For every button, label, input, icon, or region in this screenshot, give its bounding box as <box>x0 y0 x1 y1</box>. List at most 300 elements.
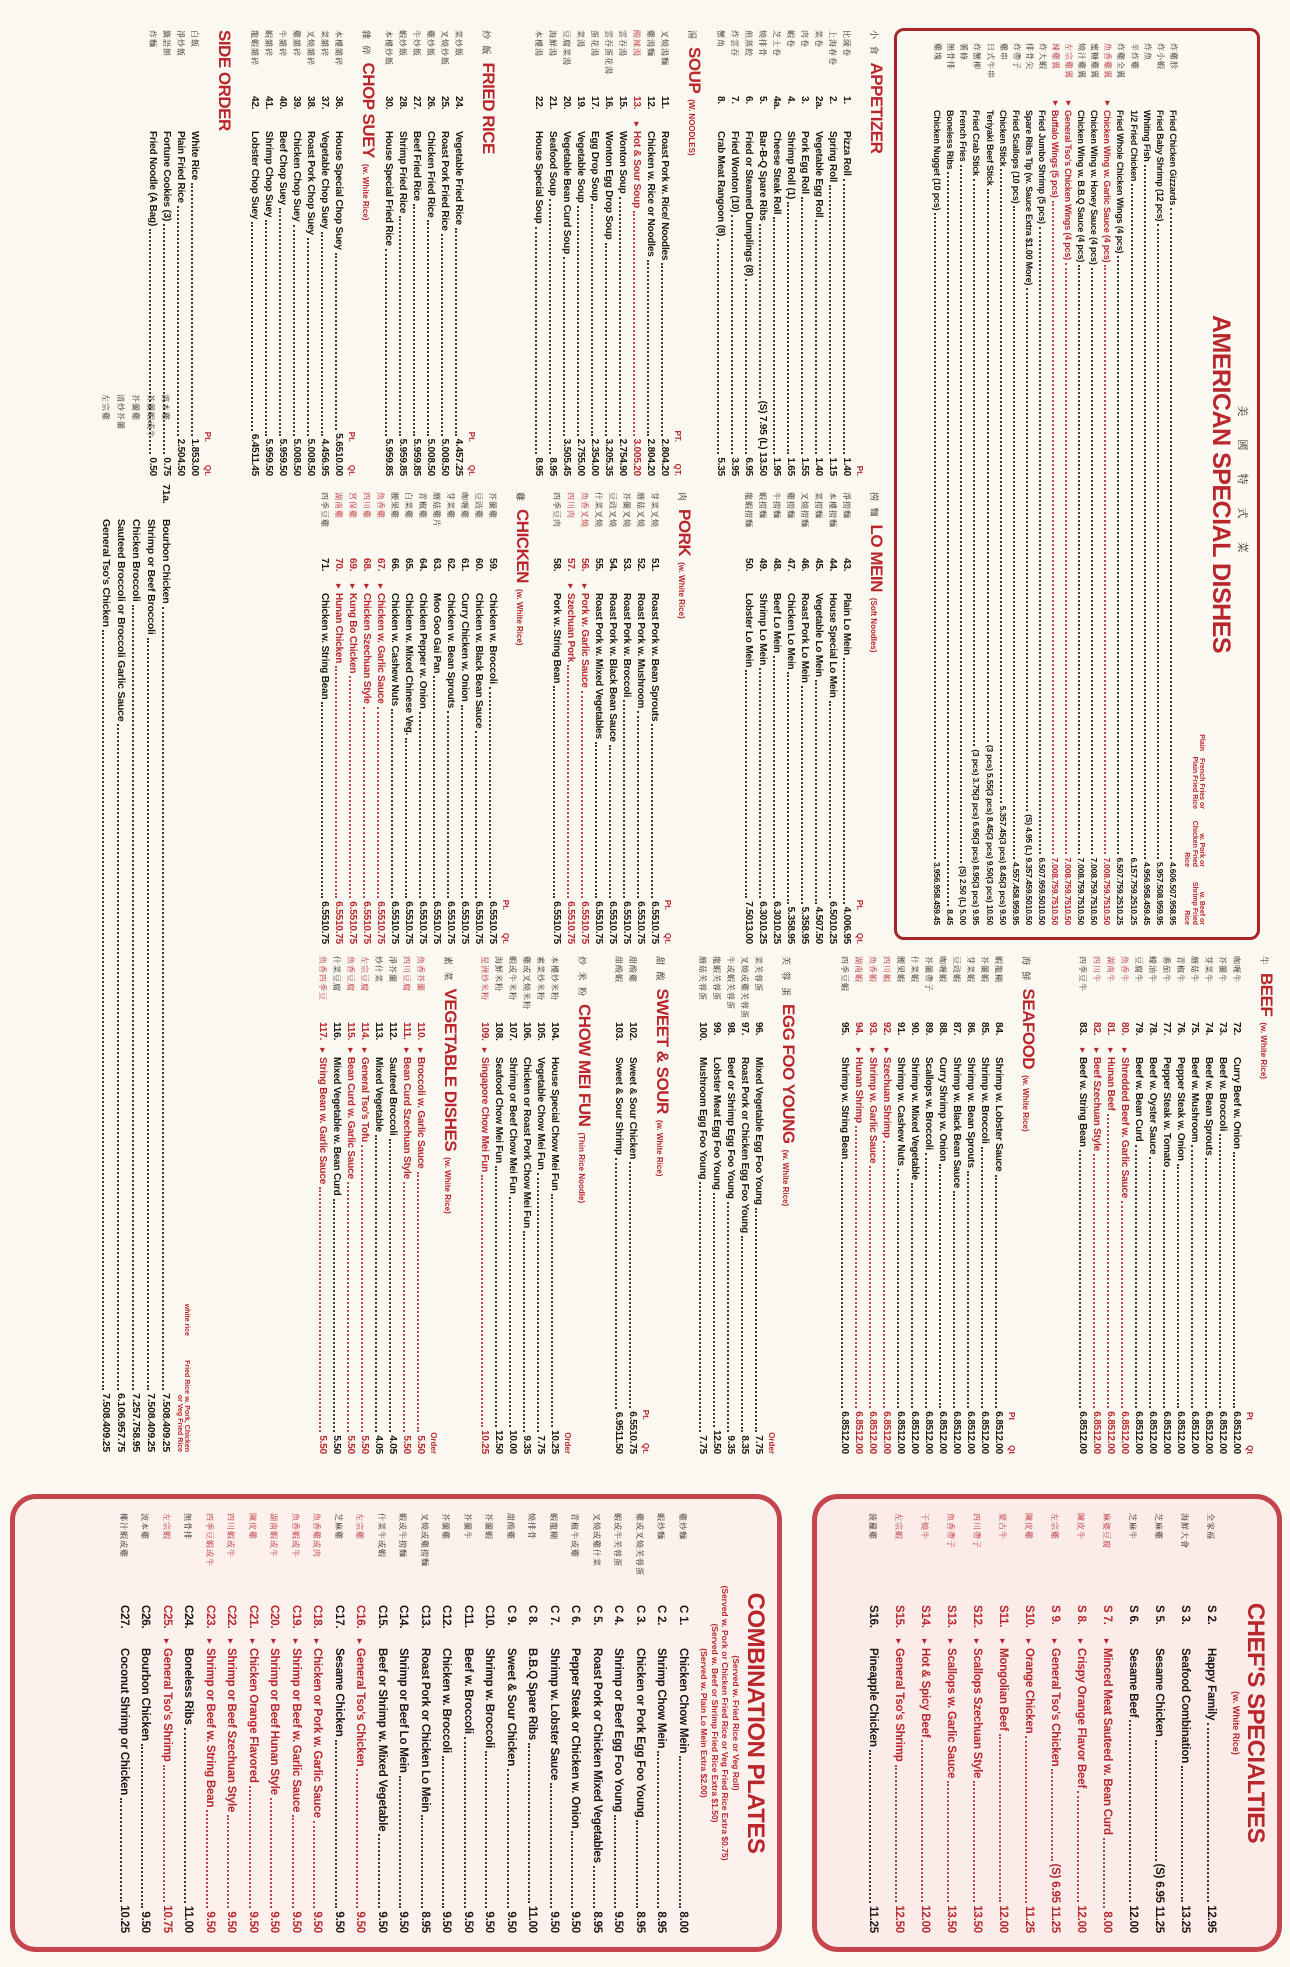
item-number: 2a. <box>813 96 824 110</box>
menu-item: 青椒牛 76. Pepper Steak w. Onion 6.8512.00 <box>1175 956 1186 1454</box>
menu-item: 蝦炒飯 28. Shrimp Fried Rice 5.959.85 <box>397 30 408 476</box>
item-name: Fried Wonton (10) <box>729 131 740 213</box>
price: 8.95 <box>547 457 558 476</box>
item-name: Crab Meat Rangoon (8) <box>715 131 726 237</box>
item-list <box>533 30 673 476</box>
price: (3 pcs) 9.95 <box>971 881 982 925</box>
pepper-icon: ▸ <box>868 1048 878 1053</box>
item-chinese: 左宗雞翼 <box>1064 43 1074 79</box>
menu-item <box>1024 43 1037 925</box>
price: 5.95 <box>1154 862 1165 878</box>
item-list <box>479 956 563 1454</box>
item-prices <box>932 862 942 925</box>
price: 10.75 <box>431 919 442 944</box>
menu-item: 星洲炒米粉 109. ▸ Singapore Chow Mei Fun 10.25 <box>479 956 490 1454</box>
price: 2.75 <box>575 438 586 458</box>
price: 9.35 <box>725 1435 736 1454</box>
item-prices <box>827 457 838 476</box>
item-chinese: 半炸雞 <box>1129 43 1139 70</box>
dot-leader <box>1013 206 1015 859</box>
price: 10.00 <box>333 451 344 476</box>
item-chinese: 菜卷 <box>814 30 823 48</box>
price: 7.50 <box>100 1393 113 1413</box>
price: 4.60 <box>1167 862 1178 878</box>
price: 5.50 <box>345 1435 356 1454</box>
menu-item: 叉燒或雞芙蓉蛋 97. Roast Pork or Chicken Egg Foo Young 8.35 <box>739 956 750 1454</box>
price: 9.50 <box>612 1911 625 1933</box>
menu-item: 雞或叉燒芙蓉蛋 C 3. Chicken or Pork Egg Foo Young 8.95 <box>634 1513 646 1933</box>
menu-item: 什菜蝦 90. Shrimp w. Mixed Vegetable 6.8512.00 <box>909 956 920 1454</box>
price: 10.75 <box>389 919 400 944</box>
menu-item <box>729 30 743 476</box>
price: 5.95 <box>411 438 422 458</box>
item-prices <box>1142 862 1152 925</box>
section-side-order: SIDE ORDER Pt. Qt. 白飯 White Rice 1.853.00 淨炒飯 Plain Fried Rice 2.504.50 籤語餅 Fortune Cookies (3) 0.75 炸麵 Fried Noodle (A Bag) 0.50 <box>147 30 234 476</box>
note-line: (Served w. Fried Rice or Veg Roll) <box>731 1655 741 1791</box>
price: 8.50 <box>305 457 316 476</box>
price: 12.00 <box>1127 1905 1139 1933</box>
price: 8.75 <box>1102 873 1113 889</box>
price: 6.85 <box>979 1411 990 1430</box>
price: 10.75 <box>459 919 470 944</box>
pepper-icon: ▸ <box>205 1639 215 1644</box>
price: 8.95 <box>1167 909 1178 925</box>
item-prices <box>743 457 754 476</box>
pepper-icon: ▸ <box>1050 1639 1060 1644</box>
price: 6.55 <box>459 901 470 920</box>
price: 2.75 <box>617 438 628 458</box>
price: 12.00 <box>979 1429 990 1454</box>
price: 6.10 <box>115 1393 128 1413</box>
price: 12.00 <box>1105 1429 1116 1454</box>
price: 10.75 <box>333 919 344 944</box>
price: 11.25 <box>1023 1905 1035 1933</box>
menu-item: 叉燒雜碎 38. Roast Pork Chop Suey 5.008.50 <box>305 30 316 476</box>
american-special-box <box>894 28 1260 940</box>
menu-item: 菜芙蓉蛋 96. Mixed Vegetable Egg Foo Young 7.75 <box>753 956 764 1454</box>
menu-item: 白飯 White Rice 1.853.00 <box>189 30 200 476</box>
price: 8.75 <box>1076 873 1087 889</box>
price: (3 pcs) 6.95 <box>971 793 982 838</box>
pepper-icon: ▸ <box>972 1639 982 1644</box>
price: 6.55 <box>347 901 358 920</box>
price: 9.75 <box>1063 888 1074 905</box>
menu-item <box>715 30 729 476</box>
price: 6.55 <box>445 901 456 920</box>
price: 10.75 <box>403 919 414 944</box>
item-chinese: 蜜糖雞翼 <box>1090 43 1100 79</box>
menu-item: 什菜豆腐 116. Mixed Vegetable w. Bean Curd 5.50 <box>331 956 342 1454</box>
menu-item <box>971 43 984 925</box>
price: 12.00 <box>923 1429 934 1454</box>
menu-item <box>799 30 813 476</box>
menu-item: 無骨排 C24. Boneless Ribs 11.00 <box>182 1513 195 1933</box>
price: 1.55 <box>799 457 810 476</box>
price: 5.50 <box>415 1435 426 1454</box>
price: 4.05 <box>373 1435 384 1454</box>
item-name: Whiting Fish <box>1141 110 1152 162</box>
price: 10.75 <box>473 919 484 944</box>
section-title: APPETIZER <box>867 62 886 154</box>
price: 9.50 <box>354 1911 367 1933</box>
item-chinese: 炸蟹柳 <box>972 43 982 70</box>
menu-item: 雞撈麵 47. Chicken Lo Mein 5.358.95 <box>785 492 796 944</box>
price: 6.55 <box>417 901 428 920</box>
item-chinese: 燒排骨 <box>758 30 767 57</box>
american-price-column-headers <box>1183 43 1205 925</box>
item-chinese: 炸雲吞 <box>730 30 739 57</box>
item-chinese: 燒汁雞翼 <box>1077 43 1087 79</box>
price: 7.75 <box>697 1435 708 1454</box>
menu-item: 青椒雞 64. Chicken Pepper w. Onion 6.5510.75 <box>417 492 428 944</box>
menu-item: 四川蝦或牛 C22. ▸ Shrimp or Beef Szechuan Style 9.50 <box>225 1513 238 1933</box>
price: 13.50 <box>971 1905 983 1933</box>
price: 6.55 <box>621 901 632 920</box>
item-prices <box>813 457 824 476</box>
item-prices <box>715 457 726 476</box>
price: 12.00 <box>1161 1429 1172 1454</box>
menu-item: 豆腐菜湯 20. Vegetable Bean Curd Soup 3.505.45 <box>561 30 572 476</box>
price: 12.00 <box>1147 1429 1158 1454</box>
menu-item: 芥蘭牛 73. Beef w. Broccoli 6.8512.00 <box>1217 956 1228 1454</box>
section-lo-mein: 撈 麵 LO MEIN (Soft Noodles) Pt. Qt. 淨撈麵 43. Plain Lo Mein 4.006.95 本樓撈麵 44. House Special Lo Mein 6.5010.25 菜撈麵 45. Vegetable Lo Mein 4.507.50 叉燒撈麵 46. Roast Pork Lo Mein 5.358.95 雞撈麵 47. Chicken Lo Mein 5.358.95 牛撈麵 48. Beef Lo Mein 6.3010.25 蝦撈麵 49. Shrimp Lo Mein 6.3010.25 龍蝦撈麵 50. Lobster Lo Mein 7.5013.00 <box>743 492 886 944</box>
menu-item: 叉燒或雞什菜 C 5. Roast Pork or Chicken Mixed Vegetables 8.95 <box>591 1513 603 1933</box>
price: 12.00 <box>1133 1429 1144 1454</box>
item-chinese: 雞塊 <box>933 43 943 61</box>
menu-item: 淨芥蘭 112. Sauteed Broccoli 4.05 <box>387 956 398 1454</box>
price: 8.00 <box>1101 1911 1113 1933</box>
price: 4.20 <box>659 457 670 476</box>
dot-leader <box>829 185 831 454</box>
price: 10.75 <box>635 919 646 944</box>
item-chinese: 芝士卷 <box>772 30 781 57</box>
menu-item: 左宗雞 C16. ▸ General Tso's Chicken 9.50 <box>354 1513 367 1933</box>
pepper-icon: ▸ <box>346 1048 356 1053</box>
price: 6.55 <box>487 901 498 920</box>
price: 6.95 <box>932 877 943 894</box>
price: 12.00 <box>997 1905 1009 1933</box>
item-name: Fried or Steamed Dumplings (8) <box>743 131 754 277</box>
menu-item: 魚香叉燒 56. ▸ Pork w. Garlic Sauce 6.5510.75 <box>579 492 590 944</box>
item-chinese: 無骨排 <box>946 43 956 70</box>
price: 9.50 <box>277 457 288 476</box>
price: 6.85 <box>867 1411 878 1430</box>
price: 12.00 <box>937 1429 948 1454</box>
price: 9.50 <box>1036 888 1047 905</box>
menu-item: 叉燒炒飯 25. Roast Pork Fried Rice 5.008.50 <box>439 30 450 476</box>
price: 10.75 <box>361 919 372 944</box>
menu-item: 蛋花湯 17. Egg Drop Soup 2.354.00 <box>589 30 600 476</box>
price: 9.75 <box>1050 888 1061 905</box>
price: (S) 4.95 (L) 9.35 <box>1023 814 1034 874</box>
menu-item: 蝦龍糊 84. Shrimp w. Lobster Sauce 6.8512.00 <box>993 956 1004 1454</box>
item-name: Chicken Nugget (10 pcs) <box>932 110 943 211</box>
menu-item: 蝦炒麵 C 2. Shrimp Chow Mein 8.95 <box>655 1513 668 1933</box>
item-prices <box>1050 857 1060 925</box>
dot-leader <box>1131 184 1133 854</box>
menu-item: 左宗蝦 S15. ▸ General Tso's Shrimp 12.50 <box>893 1513 905 1933</box>
item-number: 5. <box>757 96 768 104</box>
menu-item: 芝麻雞 C17. Sesame Chicken 9.50 <box>333 1513 345 1933</box>
price: 3.00 <box>631 438 642 458</box>
menu-item: 魚香牛 80. ▸ Shredded Beef w. Garlic Sauce 6.8512.00 <box>1119 956 1130 1454</box>
item-prices <box>1129 857 1139 925</box>
price: 8.75 <box>1050 873 1061 889</box>
price: 6.55 <box>593 901 604 920</box>
menu-item: 菠蘿雞 S16. Pineapple Chicken 11.25 <box>867 1513 879 1933</box>
pepper-icon: ▸ <box>894 1639 904 1644</box>
item-name: French Fries <box>958 110 969 162</box>
menu-item <box>1089 43 1102 925</box>
menu-item: 蘑菇雞片 63. Moo Goo Gai Pan 6.5510.75 <box>431 492 442 944</box>
price: (3 pcs) 8.95 <box>971 837 982 882</box>
price: 6.30 <box>771 901 782 920</box>
menu-item: 什菜牛或蝦 C15. Beef or Shrimp w. Mixed Vegetable 9.50 <box>376 1513 388 1933</box>
price: 9.50 <box>225 1911 238 1933</box>
section-appetizer <box>715 30 886 476</box>
price: 4.50 <box>813 906 824 926</box>
price: 4.90 <box>617 457 628 476</box>
menu-item: 龍蝦雜碎 42. Lobster Chop Suey 6.4511.45 <box>249 30 260 476</box>
item-list <box>319 492 501 944</box>
menu-item: 素菜炒米粉 105. Vegetable Chow Mei Fun 7.75 <box>535 956 546 1454</box>
menu-item: 芥蘭牛 C11. Beef w. Broccoli 9.50 <box>462 1513 474 1933</box>
price: 6.55 <box>649 901 660 920</box>
price: 12.00 <box>881 1429 892 1454</box>
menu-item: 炒什菜 113. Mixed Vegetable 4.05 <box>373 956 384 1454</box>
menu-item: 左宗豆腐 114. ▸ General Tso's Tofu 5.50 <box>359 956 370 1454</box>
price: 4.45 <box>319 438 330 458</box>
menu-item: 四川雞 68. ▸ Chicken Szechuan Style 6.5510.75 <box>361 492 372 944</box>
price: 8.45 <box>932 893 943 910</box>
menu-item <box>1168 43 1181 925</box>
section-soup: 湯 SOUP (W. NOODLES) PT. QT. 叉燒湯麵 11. Roast Pork w. Rice/ Noodles 2.804.20 雞湯麵 12. Chicken w. Rice or Noodles 2.804.20 酸辣湯 13. ▸ Hot & Sour Soup 3.005.20 雲吞湯 15. Wonton Soup 2.754.90 雲吞蛋花湯 16. Wonton Egg Drop Soup 3.205.35 蛋花湯 17. Egg Drop Soup 2.354.00 菜湯 19. Vegetable Soup 2.755.00 豆腐菜湯 20. Vegetable Bean Curd Soup 3.505.45 海鮮湯 21. Seafood Soup 8.95 本樓湯 22. House Special Soup 8.95 <box>533 30 704 476</box>
price: 7.25 <box>453 457 464 476</box>
price: 10.25 <box>118 1905 130 1933</box>
price: 11.50 <box>613 1430 624 1454</box>
price: 6.55 <box>403 901 414 920</box>
pepper-icon: ▸ <box>998 1639 1008 1644</box>
price: 10.75 <box>621 919 632 944</box>
price: 6.55 <box>627 1411 638 1430</box>
price: 6.45 <box>249 433 260 453</box>
dot-leader <box>1091 268 1093 855</box>
price: 4.45 <box>453 438 464 458</box>
pepper-icon: ▸ <box>480 1048 490 1053</box>
item-name: Spare Ribs Tip (w. Sauce Extra $1.00 More) <box>1023 110 1034 286</box>
item-chinese: 炸帶子 <box>1011 43 1021 70</box>
pepper-icon: ▸ <box>269 1639 280 1644</box>
item-prices <box>1116 857 1126 925</box>
item-prices <box>785 457 796 476</box>
price: 4.55 <box>1010 862 1021 878</box>
item-name: Cheese Steak Roll <box>771 131 782 215</box>
pepper-icon: ▸ <box>1078 1048 1088 1053</box>
item-prices <box>1037 857 1047 925</box>
price: 5.50 <box>317 1435 328 1454</box>
item-prices <box>841 457 852 476</box>
menu-item: 干燒牛 S14. ▸ Hot & Spicy Beef 12.00 <box>919 1513 931 1933</box>
price: 5.00 <box>575 457 586 476</box>
price: 6.50 <box>1167 877 1178 894</box>
price: 12.00 <box>867 1429 878 1454</box>
menu-item: 芽菜雞 62. Chicken w. Bean Sprouts 6.5510.75 <box>445 492 456 944</box>
menu-item <box>945 43 958 925</box>
price: 6.85 <box>1077 1411 1088 1430</box>
price: 9.50 <box>569 1911 582 1933</box>
price: 10.75 <box>487 919 498 944</box>
price: 13.25 <box>1179 1905 1191 1933</box>
price: 9.50 <box>505 1911 517 1933</box>
menu-item: 四川蝦 92. ▸ Szechuan Shrimp 6.8512.00 <box>881 956 892 1454</box>
price: 7.75 <box>1115 873 1126 889</box>
price: 7.95 <box>1167 893 1178 910</box>
item-name: Pork Egg Roll <box>799 131 810 194</box>
pepper-icon: ▸ <box>632 122 642 127</box>
price: (3 pcs) 3.75 <box>971 749 982 794</box>
price: 1.15 <box>827 457 838 476</box>
menu-item: 蝦或牛米粉 107. Shrimp or Beef Chow Mei Fun 10.00 <box>507 956 518 1454</box>
dot-leader <box>1039 227 1041 855</box>
price: 12.00 <box>839 1429 850 1454</box>
price: 7.75 <box>535 1435 546 1454</box>
price: 5.35 <box>799 906 810 926</box>
menu-item: 左宗雞 General Tso's Chicken 7.508.409.25 <box>100 394 113 1452</box>
price-column-header: w. Beef or Shrimp Fried Rice <box>1183 881 1205 925</box>
price: 6.85 <box>993 1411 1004 1430</box>
dot-leader <box>759 224 761 398</box>
menu-item: 青椒牛或雞 C 6. Pepper Steak or Chicken w. Onion 9.50 <box>569 1513 582 1933</box>
price: 6.55 <box>473 901 484 920</box>
item-list <box>249 30 347 476</box>
price: 9.25 <box>160 1432 173 1452</box>
price: 6.50 <box>1036 857 1047 874</box>
menu-item: 龍蝦撈麵 50. Lobster Lo Mein 7.5013.00 <box>743 492 754 944</box>
price: 5.00 <box>439 438 450 458</box>
price: 9.45 <box>932 909 943 925</box>
item-name: Chicken Wing w. Honey Sauce (4 pcs) <box>1089 110 1100 265</box>
menu-item: 本樓撈麵 44. House Special Lo Mein 6.5010.25 <box>827 492 838 944</box>
item-chinese: 肉卷 <box>800 30 809 48</box>
pepper-icon: ▸ <box>416 1048 426 1053</box>
item-number: 6. <box>743 96 754 104</box>
price: 11.25 <box>867 1905 879 1933</box>
menu-item: 雞湯麵 12. Chicken w. Rice or Noodles 2.804.20 <box>645 30 656 476</box>
menu-item: 蘑菇牛 75. Beef w. Mushroom 6.8512.00 <box>1189 956 1200 1454</box>
menu-item: 蘑菇叉燒 52. Roast Pork w. Mushroom 6.5510.75 <box>635 492 646 944</box>
menu-item: 雞或叉燒米粉 106. Chicken or Roast Pork Chow Mei Fun 9.35 <box>521 956 532 1454</box>
price: 12.00 <box>895 1429 906 1454</box>
price: 6.55 <box>565 901 576 920</box>
price: 9.35 <box>521 1435 532 1454</box>
price: 10.75 <box>319 919 330 944</box>
pepper-icon: ▸ <box>1051 101 1062 106</box>
menu-item: 牛或蝦芙蓉蛋 98. Beef or Shrimp Egg Foo Young 9.35 <box>725 956 736 1454</box>
price: 6.55 <box>607 901 618 920</box>
item-prices <box>1076 857 1086 925</box>
menu-item: 蝦或牛撈麵 C14. Shrimp or Beef Lo Mein 9.50 <box>397 1513 410 1933</box>
price: 7.75 <box>115 1432 128 1452</box>
menu-item <box>1050 43 1063 925</box>
item-chinese: 日式牛串 <box>985 43 995 79</box>
menu-item: 四川帶子 S12. ▸ Scallops Szechuan Style 13.50 <box>971 1513 983 1933</box>
price: (3 pcs) 8.45 <box>984 788 995 833</box>
price: 7.50 <box>813 925 824 944</box>
price: 6.55 <box>361 901 372 920</box>
dot-leader <box>801 197 803 454</box>
menu-item: 龍蝦芙蓉蛋 99. Lobster Meat Egg Foo Young 12.50 <box>711 956 722 1454</box>
price: 5.35 <box>785 906 796 926</box>
price: 10.75 <box>551 919 562 944</box>
menu-item: 四川肉 57. ▸ Szechuan Pork 6.5510.75 <box>565 492 576 944</box>
american-chinese-title: 美 國 特 式 菜 <box>1236 405 1248 563</box>
price: 10.75 <box>417 919 428 944</box>
menu-item <box>841 30 855 476</box>
item-chinese: 炸雞全翼 <box>1116 43 1126 79</box>
menu-item: 叉燒或雞撈麵 C13. Roast Pork or Chicken Lo Mein 8.95 <box>419 1513 431 1933</box>
item-number: 1. <box>841 96 852 104</box>
price: 2.50 <box>175 438 186 458</box>
price: 13.50 <box>945 1905 957 1933</box>
price: 7.00 <box>1063 857 1074 874</box>
price: (S) 7.95 (L) 13.50 <box>757 400 768 476</box>
price: 8.95 <box>799 925 810 944</box>
item-chinese: 雞串 <box>998 43 1008 61</box>
price: 5.95 <box>397 438 408 458</box>
price: 9.85 <box>383 457 394 476</box>
price: 4.05 <box>387 1435 398 1454</box>
menu-item <box>1142 43 1155 925</box>
price: 9.50 <box>139 1911 152 1933</box>
menu-item: 芽菜牛 74. Beef w. Bean Sprouts 6.8512.00 <box>1203 956 1214 1454</box>
dot-leader <box>947 172 949 906</box>
menu-item: 本樓炒米粉 104. House Special Chow Mei Fun 10.25 <box>549 956 560 1454</box>
price: 9.95 <box>1010 909 1021 925</box>
menu-item: 甜酸蝦 103. Sweet & Sour Shrimp 6.9511.50 <box>613 956 624 1454</box>
pepper-icon: ▸ <box>1106 1048 1116 1053</box>
price: (S) 2.50 (L) 5.00 <box>958 866 969 925</box>
price: 6.55 <box>333 901 344 920</box>
menu-item: 淨撈麵 43. Plain Lo Mein 4.006.95 <box>841 492 852 944</box>
price: 4.20 <box>645 457 656 476</box>
item-chinese: 蟹角 <box>716 30 725 48</box>
section-seafood: 海 鮮 SEAFOOD (w. White Rice) Pt Qt 蝦龍糊 84. Shrimp w. Lobster Sauce 6.8512.00 芥蘭蝦 85. Shrimp w. Broccoli 6.8512.00 芽菜蝦 86. Shrimp w. Bean Sprouts 6.8512.00 豆豉蝦 87. Shrimp w. Black Bean Sauce 6.8512.00 咖喱蝦 88. Curry Shrimp w. Onion 6.8512.00 芥蘭帶子 89. Scallops w. Broccoli 6.8512.00 什菜蝦 90. Shrimp w. Mixed Vegetable 6.8512.00 腰果蝦 91. Shrimp w. Cashew Nuts 6.8512.00 四川蝦 92. ▸ Szechuan Shrimp 6.8512.00 魚香蝦 93. ▸ Shrimp w. Garlic Sauce 6.8512.00 湖南蝦 94. ▸ Hunan Shrimp 6.8512.00 四季豆蝦 95. Shrimp w. String Bean 6.8512.00 <box>839 956 1038 1454</box>
price: 9.95 <box>1154 909 1165 925</box>
price: 7.00 <box>1102 857 1113 874</box>
item-name: Chicken Wing w. Garlic Sauce (4 pcs) <box>1102 110 1113 263</box>
price: 8.45 <box>1141 893 1152 910</box>
item-prices <box>958 866 968 925</box>
pepper-icon: ▸ <box>362 584 372 589</box>
price: 10.75 <box>607 919 618 944</box>
item-prices <box>757 401 768 476</box>
price: 12.00 <box>1091 1429 1102 1454</box>
item-list <box>867 1513 1231 1933</box>
section-egg-foo-young: 芙 蓉 蛋 EGG FOO YOUNG (w. White Rice) Order 菜芙蓉蛋 96. Mixed Vegetable Egg Foo Young 7.75 叉燒或雞芙蓉蛋 97. Roast Pork or Chicken Egg Foo Young 8.35 牛或蝦芙蓉蛋 98. Beef or Shrimp Egg Foo Young 9.35 龍蝦芙蓉蛋 99. Lobster Meat Egg Foo Young 12.50 蘑菇芙蓉蛋 100. Mushroom Egg Foo Young 7.75 <box>697 956 798 1454</box>
menu-item: 四川牛 82. ▸ Beef Szechuan Style 6.8512.00 <box>1091 956 1102 1454</box>
menu-item: 芥蘭帶子 89. Scallops w. Broccoli 6.8512.00 <box>923 956 934 1454</box>
item-list <box>1077 956 1245 1454</box>
pepper-icon: ▸ <box>402 1048 412 1053</box>
price: 6.15 <box>1128 857 1139 874</box>
item-chinese: 炸小蝦 <box>1155 43 1165 70</box>
menu-item: 芥蘭雞 C12. Chicken w. Broccoli 9.50 <box>440 1513 453 1933</box>
price: 8.40 <box>160 1412 173 1433</box>
menu-item: 湖南牛 81. ▸ Hunan Beef 6.8512.00 <box>1105 956 1116 1454</box>
menu-item: 牛雜碎 40. Beef Chop Suey 5.959.50 <box>277 30 288 476</box>
menu-item: 芽菜蝦 86. Shrimp w. Bean Sprouts 6.8512.00 <box>965 956 976 1454</box>
price: 7.45 <box>1023 873 1034 889</box>
